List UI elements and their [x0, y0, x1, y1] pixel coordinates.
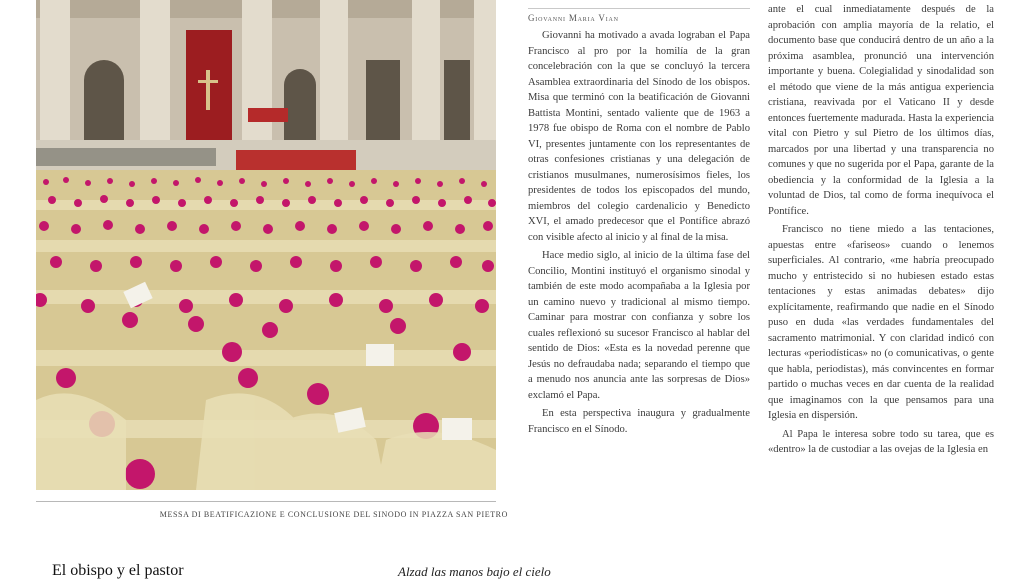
photo-caption: MESSA DI BEATIFICAZIONE E CONCLUSIONE DEL SINODO IN PIAZZA SAN PIETRO [159, 510, 508, 519]
article-byline: Giovanni Maria Vian [528, 8, 750, 23]
paragraph: Al Papa le interesa sobre todo su tarea, que es «dentro» la de custodiar a las ovejas de la Iglesia en [768, 428, 994, 455]
article-column-2 [768, 2, 994, 578]
paragraph: Giovanni ha motivado a avada lograban el Papa Francisco al pro por la homilía de la gran concelebración con la que se concluyó la tercera Asamblea extraordinaria del Sínodo de los obispos. Misa que terminó con la beatificación de Giovanni Battista Montini, sentado valiente que de 1963 a 1978 fue obispo de Roma con el nombre de Pablo VI, presentes juntamente con los representantes de otras confesiones cristianas y una delegación de cristianos musulmanes, numerosísimos fieles, los presidentes de todos los episcopados del mundo, miembros del colegio cardenalicio y Benedicto XVI, el amado predecesor que el Pontífice abrazó con visible afecto al inicio y al final de la misa. [528, 30, 750, 243]
photo-illustration [36, 0, 496, 490]
next-article-heading-left: El obispo y el pastor [52, 562, 184, 579]
bishops-in-st-peters-square-photo [36, 0, 496, 490]
caption-rule [36, 501, 496, 502]
paragraph: Hace medio siglo, al inicio de la última fase del Concilio, Montini instituyó el organismo sinodal y también de este modo acompañaba a la Iglesia por un camino nuevo y tradicional al mismo tiempo. Caminar para mostrar con confianza y sobre los cuales reflexionó su sucesor Francisco al hablar del sentido de Dios: «Esta es la novedad perenne que Jesús no defraudaba nada; separando el tiempo que a menudo nos anuncia ante las sorpresas de Dios» exclamó el Papa. [528, 250, 750, 401]
paragraph: Francisco no tiene miedo a las tentaciones, apuestas entre «fariseos» cuando o lenemos superficiales. Al contrario, «me habría preocupado mucho y entristecido si no hubiesen estado estas tentaciones y estas animadas debates» dijo explícitamente, reafirmando que nadie en el Sínodo puso en duda «las verdades fundamentales del sacramento matrimonial. Y con claridad indicó con lecturas «periodísticas» no (o comunicativas, o gente que habla, periodistas), más convincentes en formar partido o muchas veces en dar cuenta de la realidad que imaginamos con la que pensamos para una Iglesia en dispersión. [768, 224, 994, 421]
paragraph: ante el cual inmediatamente después de la aprobación con amplia mayoría de la relatio, el documento base que conducirá dentro de un año a la próxima asamblea, pronunció una intervención importante y buena. Colegialidad y sinodalidad son el método que viene de la más antigua experiencia cristiana, reavivada por el Vaticano II y desde entonces fuertemente madurada. Hasta la experiencia vital con Pietro y sul Pietro de los últimos días, marcados por una libertad y una transparencia no comunes y que no sugerida por el Papa, garante de la obediencia y la conformidad de la Iglesia a la voluntad de Dios, tal como de forma inequívoca el Pontífice. [768, 4, 994, 217]
next-article-heading-right: Alzad las manos bajo el cielo [398, 564, 551, 579]
paragraph: En esta perspectiva inaugura y gradualmente Francisco en el Sínodo. [528, 408, 750, 435]
article-column-1 [528, 6, 750, 526]
